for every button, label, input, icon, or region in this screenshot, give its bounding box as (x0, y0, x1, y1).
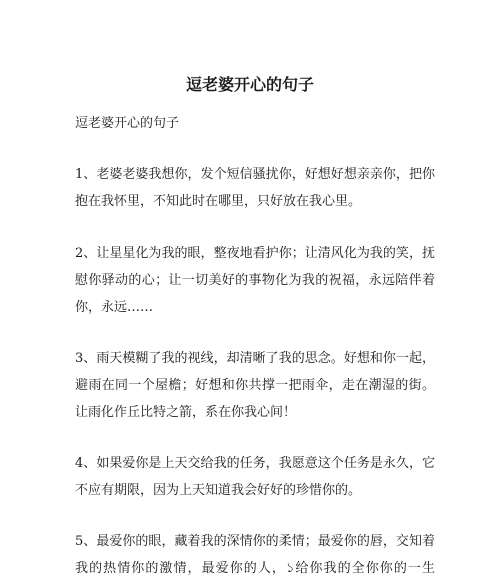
paragraph-line: 避雨在同一个屋檐；好想和你共撑一把雨伞，走在潮湿的街。 (75, 378, 435, 393)
paragraph-1 (75, 161, 435, 215)
paragraph-line: 3、雨天模糊了我的视线，却清晰了我的思念。好想和你一起， (75, 351, 435, 366)
paragraph-line: 2、让星星化为我的眼，整夜地看护你；让清风化为我的笑，抚 (75, 246, 435, 261)
paragraph-line: 5、最爱你的眼，藏着我的深情你的柔情；最爱你的唇，交知着 (75, 534, 435, 549)
paragraph-line: 抱在我怀里，不知此时在哪里，只好放在我心里。 (75, 194, 362, 209)
paragraph-line: 慰你驿动的心；让一切美好的事物化为我的祝福，永远陪伴着 (75, 273, 435, 288)
paragraph-line: 4、如果爱你是上天交给我的任务，我愿意这个任务是永久，它 (75, 456, 435, 471)
paragraph-line: 你，永远…… (75, 300, 154, 315)
document-title: 逗老婆开心的句子 (185, 75, 314, 94)
paragraph-2 (75, 240, 435, 321)
paragraph-line: 我的热情你的激情，最爱你的人，১给你我的全你你的一生 (75, 561, 435, 576)
paragraph-line: 让雨化作丘比特之箭，系在你我心间！ (75, 405, 297, 420)
paragraph-line: 不应有期限，因为上天知道我会好好的珍惜你的。 (75, 483, 362, 498)
document-subtitle: 逗老婆开心的句子 (75, 116, 180, 131)
paragraph-5 (75, 528, 435, 582)
paragraph-line: 1、老婆老婆我想你，发个短信骚扰你，好想好想亲亲你，把你 (75, 167, 435, 182)
paragraph-3 (75, 345, 435, 426)
paragraph-4 (75, 450, 435, 504)
